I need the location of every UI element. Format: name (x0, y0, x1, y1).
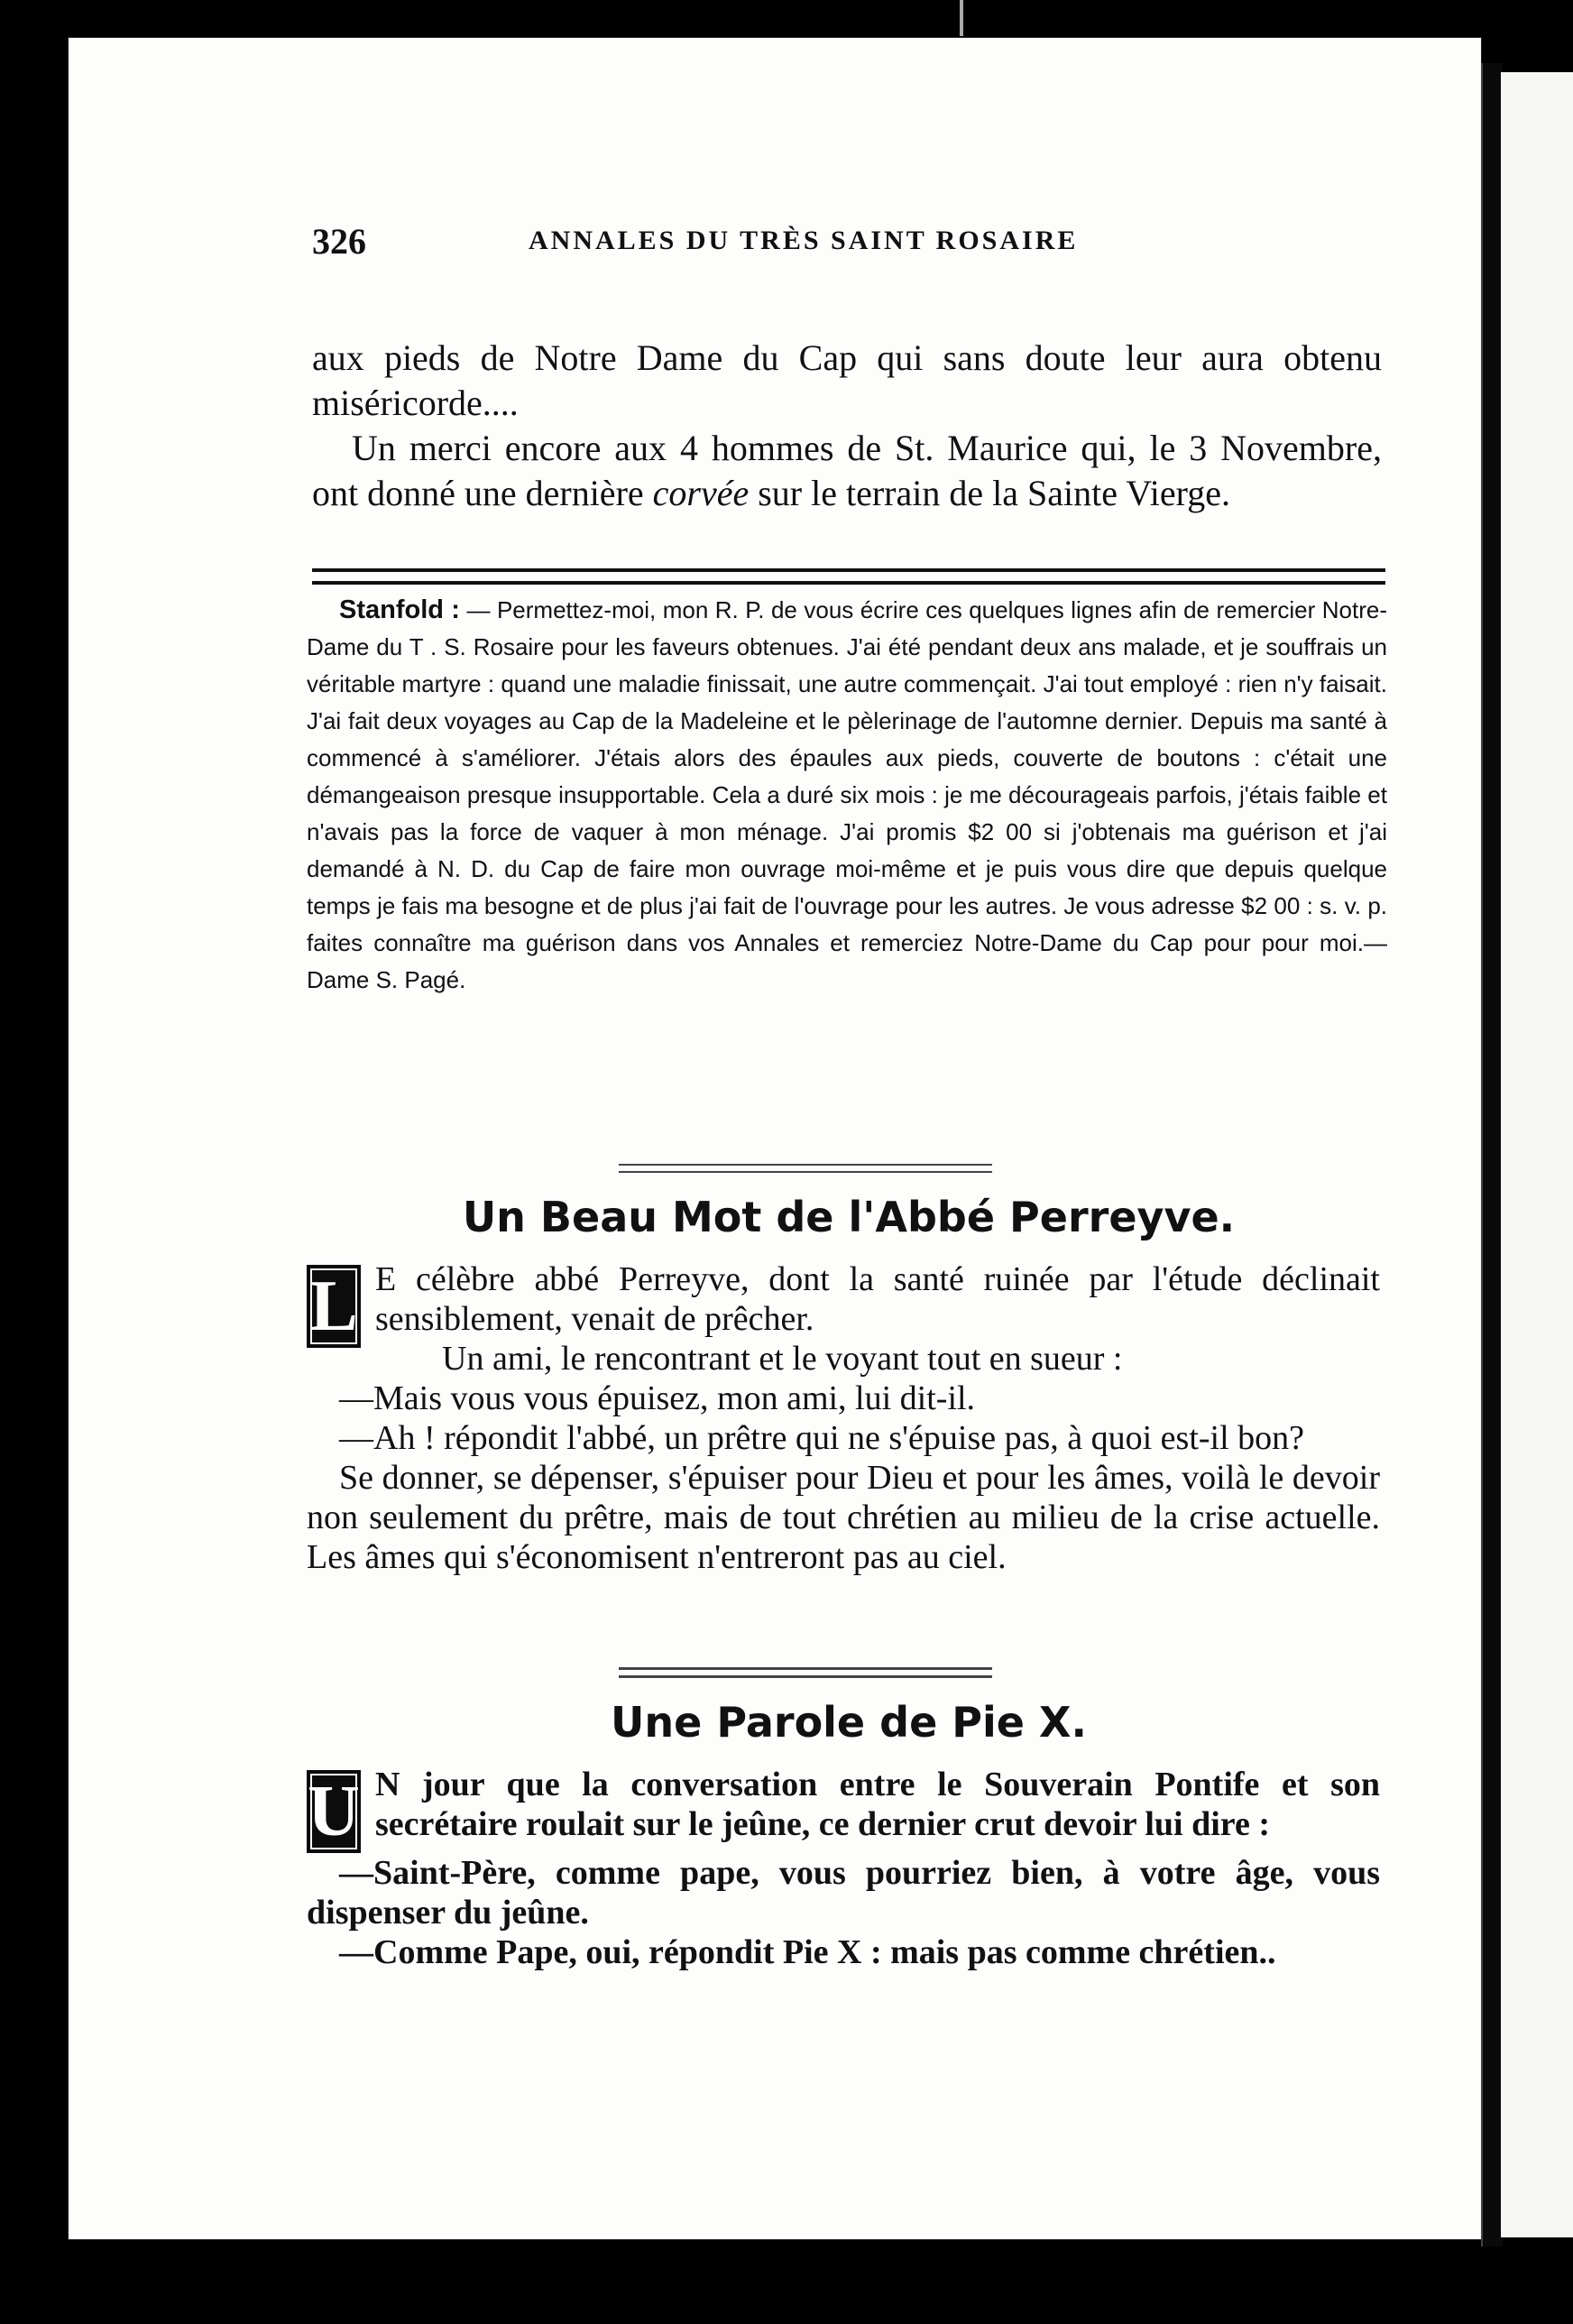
testimonial-letter (307, 592, 1387, 999)
intro-emphasis: corvée (652, 473, 750, 513)
intro-paragraph-2-start: Un merci encore aux 4 hommes de St. Maurice qui, le 3 Novembre, ont donné une dernière (312, 428, 1382, 513)
section1-paragraph-5: Se donner, se dépenser, s'épuiser pour Dieu et pour les âmes, voilà le devoir non seulement du prêtre, mais de tout chrétien au milieu de la crise actuelle. Les âmes qui s'économisent n'entreront pas au ciel. (307, 1459, 1380, 1576)
running-head-title: ANNALES DU TRÈS SAINT ROSAIRE (529, 226, 1079, 255)
book-page (69, 38, 1481, 2239)
section2-paragraph-1: N jour que la conversation entre le Souverain Pontife et son secrétaire roulait sur le jeûne, ce dernier crut devoir lui dire : (375, 1766, 1380, 1843)
section1-paragraph-3: —Mais vous vous épuisez, mon ami, lui dit-il. (339, 1379, 976, 1417)
dropcap-U: U (308, 1772, 360, 1851)
page-edge-shadow (1481, 63, 1503, 2246)
letter-text: — Permettez-moi, mon R. P. de vous écrire ces quelques lignes afin de remercier Notre-Dame du T . S. Rosaire pour les faveurs obtenues. J'ai été pendant deux ans malade, et je souffrais un véritable martyre : quand une maladie finissait, une autre commençait. J'ai tout employé : rien n'y faisait. J'ai fait deux voyages au Cap de la Madeleine et le pèlerinage de l'automne dernier. Depuis ma santé à commencé à s'améliorer. J'étais alors des épaules aux pieds, couverte de boutons : c'était une démangeaison presque insupportable. Cela a duré six mois : je me décourageais parfois, j'étais faible et n'avais pas la force de vaquer à mon ménage. J'ai promis $2 00 si j'obtenais ma guérison et j'ai demandé à N. D. du Cap de faire mon ouvrage moi-même et je puis vous dire que depuis quelque temps je fais ma besogne et de plus j'ai fait de l'ouvrage pour les autres. Je vous adresse $2 00 : s. v. p. faites connaître ma guérison dans vos Annales et remerciez Notre-Dame du Cap pour pour moi.—Dame S. Pagé. (307, 596, 1387, 993)
dropcap-L: L (307, 1265, 361, 1348)
intro-paragraph-2 (312, 426, 1382, 516)
section-divider-double (312, 568, 1385, 585)
section2-paragraph-2: —Saint-Père, comme pape, vous pourriez bien, à votre âge, vous dispenser du jeûne. (307, 1854, 1380, 1932)
scan-artifact-mark (960, 0, 963, 36)
section1-paragraph-2: Un ami, le rencontrant et le voyant tout en sueur : (442, 1340, 1123, 1378)
section-divider-thin (619, 1164, 992, 1173)
section1-paragraph-1: E célèbre abbé Perreyve, dont la santé ruinée par l'étude déclinait sensiblement, venait de prêcher. (375, 1260, 1380, 1338)
section-body-perreyve (307, 1259, 1380, 1577)
page-number: 326 (312, 221, 366, 262)
section1-paragraph-4: —Ah ! répondit l'abbé, un prêtre qui ne s'épuise pas, à quoi est-il bon? (339, 1419, 1305, 1457)
section2-paragraph-3: —Comme Pape, oui, répondit Pie X : mais pas comme chrétien.. (339, 1933, 1276, 1971)
intro-text (312, 336, 1382, 516)
intro-paragraph-2-end: sur le terrain de la Sainte Vierge. (749, 473, 1230, 513)
section-title-perreyve: Un Beau Mot de l'Abbé Perreyve. (462, 1193, 1236, 1241)
letter-place: Stanfold : (339, 595, 460, 624)
intro-paragraph-1: aux pieds de Notre Dame du Cap qui sans doute leur aura obtenu miséricorde.... (312, 337, 1382, 423)
adjacent-page-sliver (1501, 72, 1573, 2237)
running-head (312, 220, 1382, 265)
section-divider-thin-2 (619, 1667, 992, 1678)
section-body-pie-x (307, 1765, 1380, 1972)
section-title-pie-x: Une Parole de Pie X. (611, 1698, 1087, 1747)
